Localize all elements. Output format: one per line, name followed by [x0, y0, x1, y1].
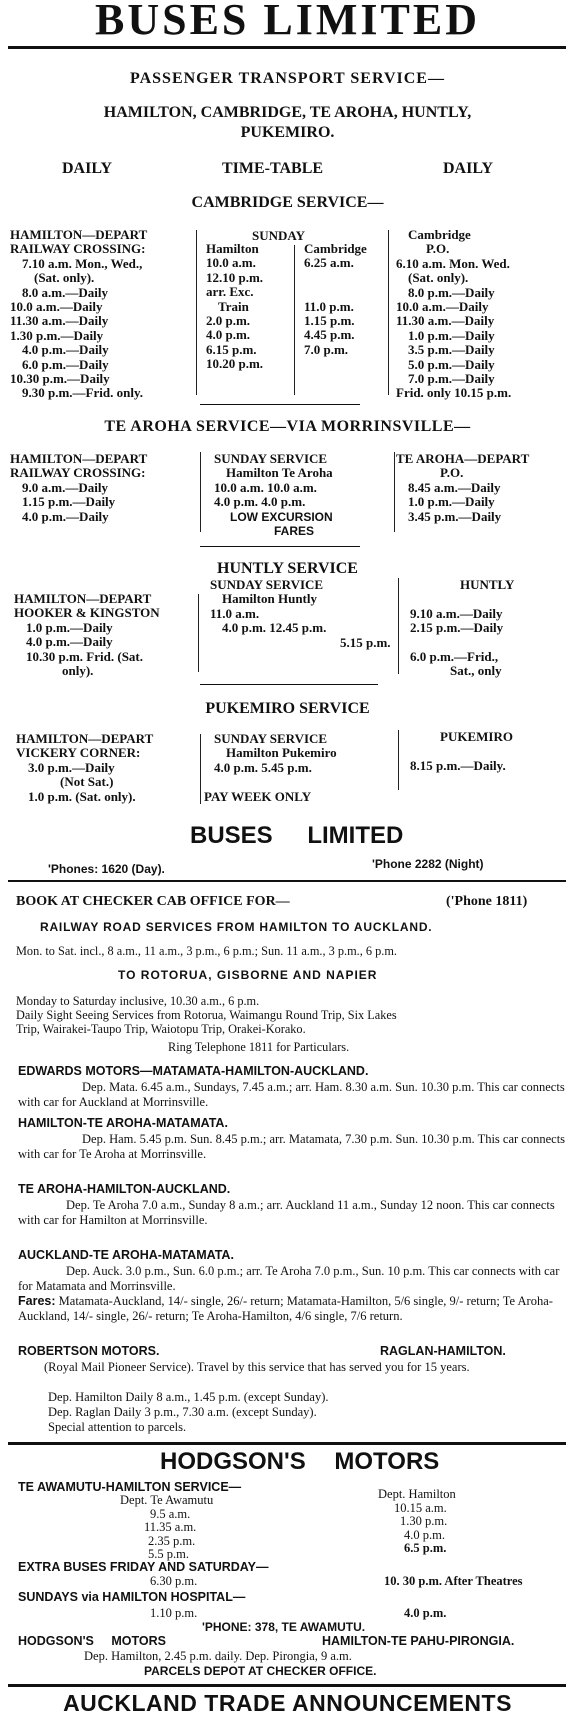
robertson-title: ROBERTSON MOTORS.	[18, 1344, 160, 1358]
ham-te-aroha-title: HAMILTON-TE AROHA-MATAMATA.	[18, 1116, 228, 1130]
checker-ring: Ring Telephone 1811 for Particulars.	[168, 1040, 350, 1054]
phone-night: 'Phone 2282 (Night)	[372, 857, 484, 871]
huntly-end-rule	[200, 684, 378, 685]
hodgson-dep-line: Dep. Hamilton, 2.45 p.m. daily. Dep. Pirongia, 9 a.m.	[84, 1649, 352, 1663]
robertson-line3: Dep. Raglan Daily 3 p.m., 7.30 a.m. (except Sunday).	[48, 1405, 317, 1419]
hodgson-service-title: TE AWAMUTU-HAMILTON SERVICE—	[18, 1480, 242, 1494]
cambridge-hamilton-col: Hamilton 10.0 a.m. 12.10 p.m. arr. Exc. Train 2.0 p.m. 4.0 p.m. 6.15 p.m. 10.20 p.m.	[206, 241, 264, 372]
te-aroha-end-rule	[200, 546, 360, 547]
phone-day: 'Phones: 1620 (Day).	[48, 862, 165, 876]
auckland-top-rule	[8, 1684, 566, 1687]
te-aroha-title: TE AROHA SERVICE—VIA MORRINSVILLE—	[104, 418, 471, 435]
cambridge-sunday-label: SUNDAY	[252, 228, 305, 243]
pukemiro-divider-2	[398, 730, 399, 790]
te-aroha-middle-col: SUNDAY SERVICE Hamilton Te Aroha 10.0 a.m. 10.0 a.m. 4.0 p.m. 4.0 p.m. LOW EXCURSION FARES	[214, 451, 333, 539]
ham-te-aroha-text: Dep. Ham. 5.45 p.m. Sun. 8.45 p.m.; arr. Matamata, 7.30 p.m. Sun. 10.30 p.m. This car connects with car for Te Aroha at Morrinsville.	[18, 1132, 566, 1161]
masthead-rule	[8, 46, 566, 49]
extra-left: 6.30 p.m.	[150, 1574, 198, 1588]
te-aroha-auck-text: Dep. Te Aroha 7.0 a.m., Sunday 8 a.m.; arr. Auckland 11 a.m., Sunday 12 noon. This car connects with car for Hamilton at Morrinsville.	[18, 1198, 555, 1227]
te-aroha-auck-title: TE AROHA-HAMILTON-AUCKLAND.	[18, 1182, 231, 1196]
auckland-title: AUCKLAND TRADE ANNOUNCEMENTS	[63, 1690, 512, 1716]
huntly-right-col: HUNTLY 9.10 a.m.—Daily 2.15 p.m.—Daily 6.0 p.m.—Frid., Sat., only	[410, 577, 515, 679]
sundays-left: 1.10 p.m.	[150, 1606, 198, 1620]
te-aroha-right-col: TE AROHA—DEPART P.O. 8.45 a.m.—Daily 1.0 p.m.—Daily 3.45 p.m.—Daily	[396, 451, 530, 524]
cambridge-divider-1	[196, 230, 197, 395]
cambridge-left-col: HAMILTON—DEPART RAILWAY CROSSING: 7.10 a.m. Mon., Wed., (Sat. only). 8.0 a.m.—Daily 10.0 a.m.—Daily 11.30 a.m.—Daily 1.30 p.m.—Daily 4.0 p.m.—Daily 6.0 p.m.—Daily 10.30 p.m.—Daily 9.30 p.m.—Frid. only.	[10, 227, 148, 401]
huntly-left-col: HAMILTON—DEPART HOOKER & KINGSTON 1.0 p.m.—Daily 4.0 p.m.—Daily 10.30 p.m. Frid. (Sat. only).	[14, 591, 160, 679]
robertson-title-right: RAGLAN-HAMILTON.	[380, 1344, 506, 1358]
fares-text: Matamata-Auckland, 14/- single, 26/- return; Matamata-Hamilton, 5/6 single, 9/- return; Te Aroha-Auckland, 14/- single, 26/- return; Te Aroha-Hamilton, 4/6 single, 7/6 return.	[18, 1294, 553, 1323]
fares-label: Fares:	[18, 1294, 56, 1308]
intro-line1: PASSENGER TRANSPORT SERVICE—	[130, 70, 445, 87]
masthead: BUSES LIMITED	[94, 0, 480, 44]
te-aroha-divider-1	[200, 452, 201, 532]
sundays-title: SUNDAYS via HAMILTON HOSPITAL—	[18, 1590, 246, 1604]
pukemiro-title: PUKEMIRO SERVICE	[205, 700, 370, 717]
auck-te-aroha-title: AUCKLAND-TE AROHA-MATAMATA.	[18, 1248, 234, 1262]
cambridge-divider-2	[294, 245, 295, 395]
daily-right: DAILY	[443, 160, 494, 177]
pukemiro-right-col: PUKEMIRO 8.15 p.m.—Daily.	[410, 729, 513, 773]
timetable-label: TIME-TABLE	[222, 160, 324, 177]
robertson-line2: Dep. Hamilton Daily 8 a.m., 1.45 p.m. (except Sunday).	[48, 1390, 329, 1404]
hodgson-parcels: PARCELS DEPOT AT CHECKER OFFICE.	[144, 1664, 377, 1678]
pukemiro-middle-col: SUNDAY SERVICE Hamilton Pukemiro 4.0 p.m. 5.45 p.m. PAY WEEK ONLY	[204, 731, 337, 804]
railway-times: Mon. to Sat. incl., 8 a.m., 11 a.m., 3 p.m., 6 p.m.; Sun. 11 a.m., 3 p.m., 6 p.m.	[16, 944, 397, 958]
pukemiro-divider-1	[200, 734, 201, 804]
hodgson-top-rule	[8, 1442, 566, 1445]
cambridge-end-rule	[200, 404, 360, 405]
buses-footer-rule	[8, 880, 566, 882]
te-aroha-left-col: HAMILTON—DEPART RAILWAY CROSSING: 9.0 a.m.—Daily 1.15 p.m.—Daily 4.0 p.m.—Daily	[10, 451, 148, 524]
cambridge-title: CAMBRIDGE SERVICE—	[191, 194, 384, 211]
hodgson-title: HODGSON'S MOTORS	[160, 1448, 440, 1475]
extra-right: 10. 30 p.m. After Theatres	[384, 1574, 523, 1588]
robertson-text: (Royal Mail Pioneer Service). Travel by this service that has served you for 15 years.	[44, 1360, 470, 1374]
checker-phone: ('Phone 1811)	[446, 894, 528, 909]
cambridge-right-col: Cambridge P.O. 6.10 a.m. Mon. Wed. (Sat. only). 8.0 p.m.—Daily 10.0 a.m.—Daily 11.30 a.m.—Daily 1.0 p.m.—Daily 3.5 p.m.—Daily 5.0 p.m.—Daily 7.0 p.m.—Daily Frid. only 10.15 p.m.	[396, 227, 512, 401]
te-awamutu-col: Dept. Te Awamutu 9.5 a.m. 11.35 a.m. 2.35 p.m. 5.5 p.m.	[120, 1493, 214, 1562]
daily-left: DAILY	[62, 160, 113, 177]
buses-footer-title: BUSES LIMITED	[190, 822, 404, 849]
robertson-line4: Special attention to parcels.	[48, 1420, 187, 1434]
huntly-middle-col: SUNDAY SERVICE Hamilton Huntly 11.0 a.m. 4.0 p.m. 12.45 p.m. 5.15 p.m.	[210, 577, 391, 650]
auck-te-aroha-text: Dep. Auck. 3.0 p.m., Sun. 6.0 p.m.; arr. Te Aroha 7.0 p.m., Sun. 10 p.m. This car connects with car for Matamata and Morrinsville.	[18, 1264, 560, 1293]
hodgson-phone: 'PHONE: 378, TE AWAMUTU.	[202, 1620, 366, 1634]
huntly-title: HUNTLY SERVICE	[217, 560, 358, 577]
fares-block	[18, 1294, 566, 1323]
intro-line2: HAMILTON, CAMBRIDGE, TE AROHA, HUNTLY,	[103, 104, 472, 121]
te-aroha-divider-2	[394, 452, 395, 532]
edwards-text: Dep. Mata. 6.45 a.m., Sundays, 7.45 a.m.; arr. Ham. 8.30 a.m. Sun. 10.30 p.m. This car connects with car for Auckland at Morrinsville.	[18, 1080, 565, 1109]
hamilton-times-col: Dept. Hamilton 10.15 a.m. 1.30 p.m. 4.0 p.m. 6.5 p.m.	[378, 1487, 456, 1556]
huntly-divider-1	[198, 594, 199, 672]
edwards-title: EDWARDS MOTORS—MATAMATA-HAMILTON-AUCKLAND.	[18, 1064, 369, 1078]
cambridge-cambridge-col: Cambridge 6.25 a.m. 11.0 p.m. 1.15 p.m. 4.45 p.m. 7.0 p.m.	[304, 241, 367, 357]
huntly-divider-2	[398, 578, 399, 674]
checker-book: BOOK AT CHECKER CAB OFFICE FOR—	[16, 894, 290, 909]
railway-title: RAILWAY ROAD SERVICES FROM HAMILTON TO AUCKLAND.	[40, 920, 433, 934]
rotorua-lines: Monday to Saturday inclusive, 10.30 a.m., 6 p.m. Daily Sight Seeing Services from Rotorua, Waimangu Round Trip, Six Lakes Trip, Wairakei-Taupo Trip, Waiotopu Trip, Orakei-Korako.	[16, 994, 397, 1036]
hodgson-motors-right: HAMILTON-TE PAHU-PIRONGIA.	[322, 1634, 515, 1648]
intro-line3: PUKEMIRO.	[240, 124, 335, 141]
hodgson-motors-label: HODGSON'S MOTORS	[18, 1634, 167, 1648]
rotorua-title: TO ROTORUA, GISBORNE AND NAPIER	[118, 968, 378, 982]
sundays-right: 4.0 p.m.	[404, 1606, 447, 1620]
cambridge-divider-3	[388, 230, 389, 395]
extra-title: EXTRA BUSES FRIDAY AND SATURDAY—	[18, 1560, 269, 1574]
pukemiro-left-col: HAMILTON—DEPART VICKERY CORNER: 3.0 p.m.—Daily (Not Sat.) 1.0 p.m. (Sat. only).	[16, 731, 154, 804]
